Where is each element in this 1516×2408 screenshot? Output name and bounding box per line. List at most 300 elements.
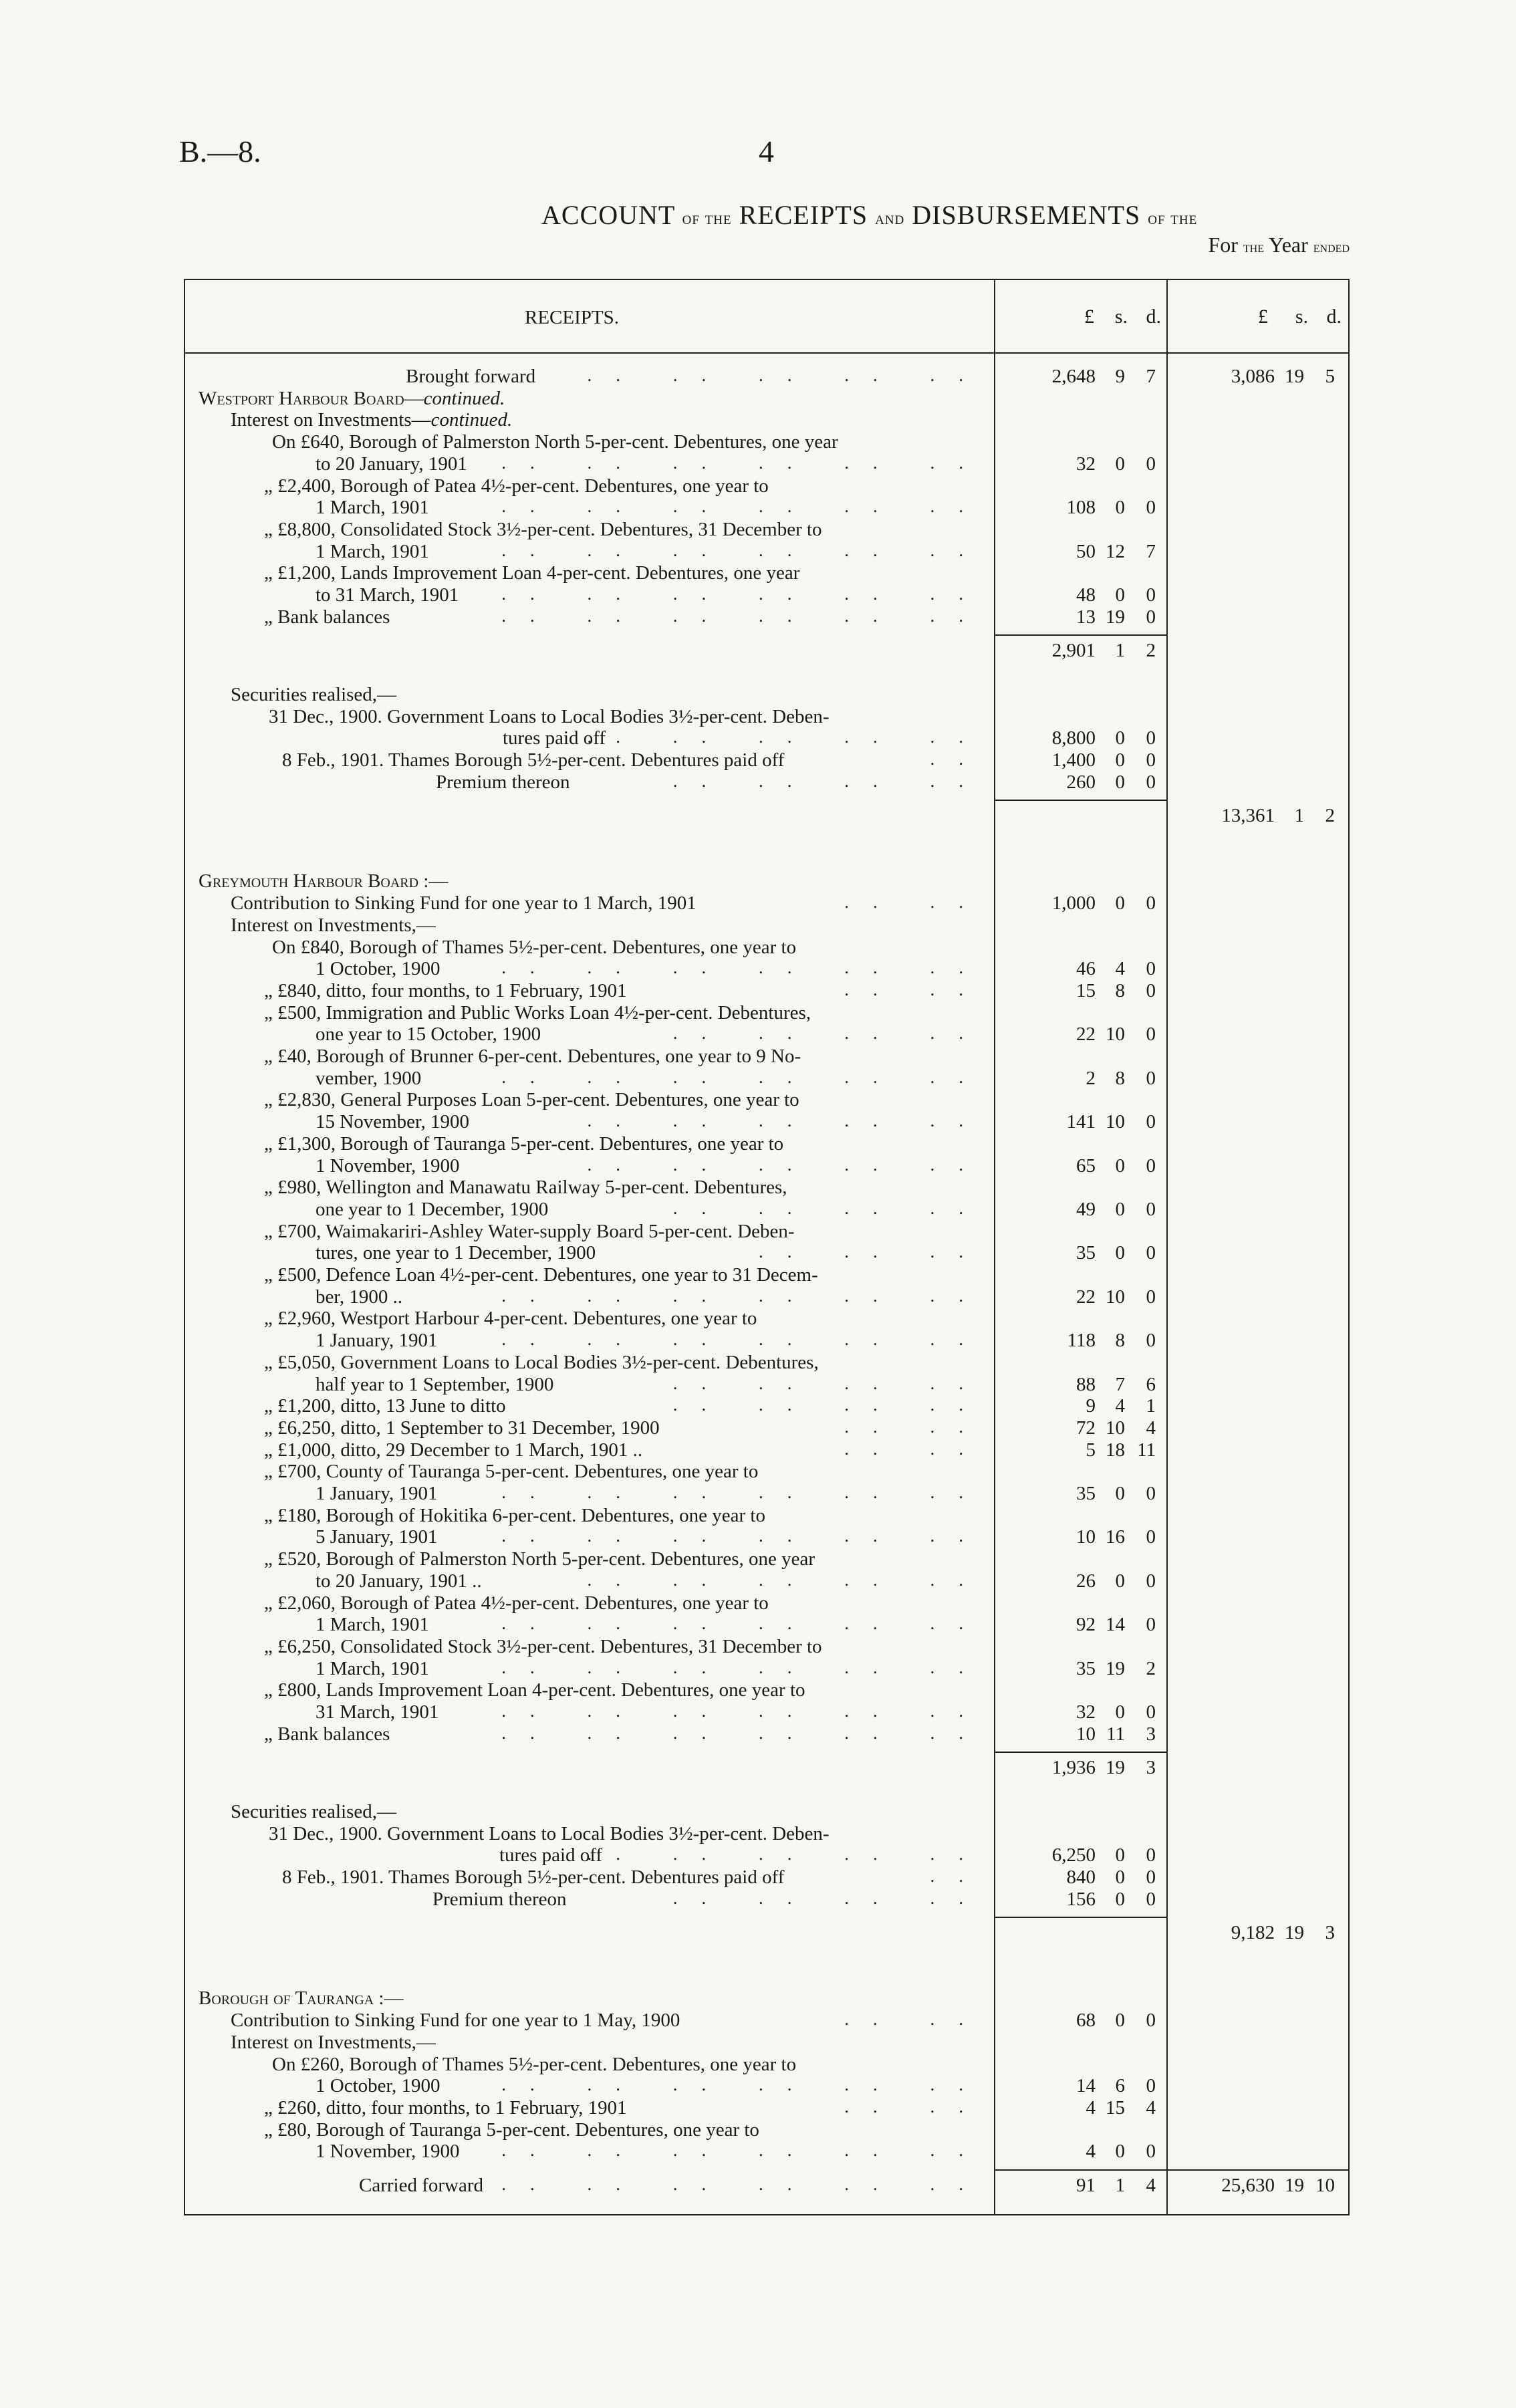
row-description xyxy=(315,1111,469,1132)
pence-value: 10 xyxy=(1315,2175,1335,2196)
table-row xyxy=(185,1505,1348,1526)
row-description xyxy=(315,1068,421,1089)
table-row xyxy=(185,1801,1348,1822)
row-text: „ £260, ditto, four months, to 1 February, 1901 xyxy=(264,2096,627,2119)
shillings-value: 8 xyxy=(1115,979,1125,1001)
row-text: „ £8,800, Consolidated Stock 3½-per-cent. Debentures, 31 December to xyxy=(264,518,822,540)
row-description xyxy=(282,1867,784,1888)
table-row xyxy=(185,409,1348,431)
row-description xyxy=(406,366,535,387)
table-row xyxy=(185,1570,1348,1592)
row-text: „ £840, ditto, four months, to 1 February, 1901 xyxy=(264,979,627,1001)
table-row xyxy=(185,1352,1348,1373)
table-row xyxy=(185,727,1348,749)
shillings-value: 0 xyxy=(1115,749,1125,771)
row-text: „ £6,250, ditto, 1 September to 31 December, 1900 xyxy=(264,1417,660,1439)
row-text: „ £520, Borough of Palmerston North 5-per-cent. Debentures, one year xyxy=(264,1548,815,1570)
row-text-italic: continued. xyxy=(430,409,513,431)
table-row xyxy=(185,1526,1348,1548)
row-description xyxy=(315,2141,460,2162)
table-row xyxy=(185,1264,1348,1286)
row-text: 1 January, 1901 xyxy=(315,1330,438,1352)
pence-value: 11 xyxy=(1137,1439,1156,1461)
dot-leader: .. .. .. .. .. xyxy=(587,365,987,385)
pounds-value: 2,901 xyxy=(1051,640,1096,662)
shillings-value: 0 xyxy=(1115,584,1125,606)
pence-header: d. xyxy=(1146,306,1161,328)
row-description xyxy=(315,1242,596,1263)
dot-leader: .. .. .. .. .. .. xyxy=(501,1482,987,1502)
row-text: to 31 March, 1901 xyxy=(315,584,459,606)
dot-leader: .. xyxy=(930,1865,987,1886)
table-row xyxy=(185,1308,1348,1329)
row-text: „ £500, Defence Loan 4½-per-cent. Debentures, one year to 31 Decem- xyxy=(264,1264,818,1286)
pounds-value: 15 xyxy=(1076,979,1096,1001)
shillings-value: 6 xyxy=(1115,2075,1125,2097)
row-description xyxy=(315,1701,438,1723)
row-description xyxy=(264,1133,783,1155)
row-text: tures, one year to 1 December, 1900 xyxy=(315,1242,596,1264)
subtitle-part: ended xyxy=(1313,239,1350,255)
dot-leader: .. .. .. .. xyxy=(672,1372,987,1393)
pence-value: 0 xyxy=(1146,497,1156,519)
row-text: 31 March, 1901 xyxy=(315,1701,439,1723)
subtotal-rule xyxy=(994,1752,1166,1753)
pence-value: 0 xyxy=(1146,1866,1156,1888)
row-text: 1 October, 1900 xyxy=(315,2075,440,2097)
row-description xyxy=(231,684,396,705)
shillings-value: 0 xyxy=(1115,497,1125,519)
shillings-value: 0 xyxy=(1115,1198,1125,1220)
shillings-value: 11 xyxy=(1106,1723,1125,1745)
dot-leader: .. .. .. .. .. .. xyxy=(501,452,987,473)
row-description xyxy=(282,749,784,771)
pounds-value: 1,400 xyxy=(1051,749,1096,771)
table-row xyxy=(185,892,1348,914)
pounds-value: 35 xyxy=(1076,1483,1096,1504)
shilling-header: s. xyxy=(1295,306,1308,328)
pence-value: 0 xyxy=(1146,1155,1156,1177)
row-description xyxy=(231,409,512,431)
table-row xyxy=(185,1723,1348,1745)
pounds-value: 32 xyxy=(1076,453,1096,475)
dot-leader: .. .. .. xyxy=(759,1241,987,1262)
table-row xyxy=(185,1658,1348,1679)
row-text: 1 January, 1901 xyxy=(315,1483,438,1504)
dot-leader: .. .. .. .. .. .. xyxy=(501,2174,987,2194)
row-text: one year to 15 October, 1900 xyxy=(315,1024,541,1046)
row-description xyxy=(264,1308,757,1329)
table-row xyxy=(185,562,1348,584)
row-description xyxy=(199,388,505,409)
dot-leader: .. .. .. .. .. .. xyxy=(501,1066,987,1087)
table-row xyxy=(185,1417,1348,1439)
shillings-value: 4 xyxy=(1115,958,1125,980)
table-row xyxy=(185,475,1348,497)
table-row xyxy=(185,684,1348,705)
row-description xyxy=(264,1002,811,1024)
row-text: 5 January, 1901 xyxy=(315,1526,438,1548)
table-row xyxy=(185,366,1348,387)
row-description xyxy=(264,1636,822,1657)
row-description xyxy=(432,1889,567,1910)
pence-value: 0 xyxy=(1146,892,1156,915)
page-number: 4 xyxy=(759,134,774,168)
row-text: „ £1,200, Lands Improvement Loan 4-per-cent. Debentures, one year xyxy=(264,562,800,584)
dot-leader: .. .. xyxy=(844,2009,987,2030)
row-description xyxy=(264,1264,818,1286)
document-title xyxy=(541,199,1197,231)
pence-value: 0 xyxy=(1146,1024,1156,1046)
row-description xyxy=(264,475,769,497)
table-row xyxy=(185,2054,1348,2075)
row-text: tures paid off xyxy=(503,727,606,749)
pence-value: 0 xyxy=(1146,2141,1156,2163)
row-description xyxy=(199,1988,403,2009)
shillings-value: 0 xyxy=(1115,453,1125,475)
table-row xyxy=(185,1199,1348,1220)
pence-value: 5 xyxy=(1325,366,1335,387)
subtitle-part: For xyxy=(1208,233,1238,257)
pence-value: 7 xyxy=(1146,540,1156,562)
row-text: On £640, Borough of Palmerston North 5-per-cent. Debentures, one year xyxy=(272,431,838,453)
title-part: and xyxy=(875,208,905,228)
row-description xyxy=(272,431,838,453)
table-row xyxy=(185,2097,1348,2119)
pence-value: 0 xyxy=(1146,2075,1156,2097)
row-text: 15 November, 1900 xyxy=(315,1111,469,1133)
table-row xyxy=(185,1679,1348,1701)
row-description xyxy=(264,1461,758,1482)
pounds-value: 72 xyxy=(1076,1417,1096,1439)
pence-value: 3 xyxy=(1325,1922,1335,1944)
table-row xyxy=(185,1592,1348,1614)
pounds-value: 118 xyxy=(1067,1330,1096,1352)
shillings-value: 19 xyxy=(1106,606,1125,628)
receipts-table xyxy=(184,279,1350,2215)
shillings-value: 0 xyxy=(1115,1866,1125,1888)
row-description xyxy=(315,1155,460,1177)
pounds-value: 25,630 xyxy=(1221,2175,1275,2196)
pence-value: 0 xyxy=(1146,1614,1156,1636)
table-row xyxy=(185,1374,1348,1395)
pounds-value: 22 xyxy=(1076,1286,1096,1308)
shillings-value: 7 xyxy=(1115,1373,1125,1395)
shillings-value: 1 xyxy=(1115,2175,1125,2196)
row-text: Securities realised,— xyxy=(231,1800,397,1822)
row-description xyxy=(199,870,448,892)
table-row xyxy=(185,1024,1348,1045)
table-row xyxy=(185,1461,1348,1482)
table-row xyxy=(185,640,1348,661)
title-part: of the xyxy=(682,208,732,228)
row-text: tures paid off xyxy=(499,1844,603,1867)
pounds-value: 6,250 xyxy=(1051,1844,1096,1867)
row-text: 1 November, 1900 xyxy=(315,2141,460,2163)
pounds-value: 68 xyxy=(1076,2010,1096,2032)
pence-value: 0 xyxy=(1146,606,1156,628)
table-row xyxy=(185,980,1348,1001)
row-text-italic: continued. xyxy=(423,387,505,409)
shillings-value: 8 xyxy=(1115,1067,1125,1089)
shillings-value: 0 xyxy=(1115,727,1125,749)
table-row xyxy=(185,805,1348,826)
table-row xyxy=(185,771,1348,793)
pounds-value: 32 xyxy=(1076,1701,1096,1723)
table-row xyxy=(185,1395,1348,1417)
shillings-value: 18 xyxy=(1106,1439,1125,1461)
row-description xyxy=(315,1330,438,1351)
pence-value: 0 xyxy=(1146,727,1156,749)
row-description xyxy=(315,1570,482,1592)
pence-value: 0 xyxy=(1146,1526,1156,1548)
row-text: „ £1,000, ditto, 29 December to 1 March, 1901 .. xyxy=(264,1439,643,1461)
dot-leader: .. .. .. .. .. xyxy=(587,727,987,747)
dot-leader: .. .. xyxy=(844,1416,987,1437)
pence-value: 0 xyxy=(1146,1330,1156,1352)
table-row xyxy=(185,2075,1348,2096)
dot-leader: .. .. .. .. .. .. xyxy=(501,2140,987,2161)
row-description xyxy=(269,706,830,727)
pounds-value: 3,086 xyxy=(1231,366,1275,387)
row-description xyxy=(231,1801,396,1822)
pence-value: 0 xyxy=(1146,1242,1156,1264)
row-text: „ Bank balances xyxy=(264,1723,390,1745)
dot-leader: .. .. .. .. xyxy=(672,1395,987,1415)
shillings-value: 1 xyxy=(1115,640,1125,662)
table-row xyxy=(185,870,1348,892)
shillings-value: 19 xyxy=(1285,366,1304,387)
table-row xyxy=(185,2141,1348,2162)
table-row xyxy=(185,1089,1348,1110)
table-row xyxy=(185,2010,1348,2031)
row-text: ber, 1900 .. xyxy=(315,1286,403,1308)
row-description xyxy=(315,1286,402,1308)
pence-value: 0 xyxy=(1146,584,1156,606)
dot-leader: .. .. xyxy=(844,2096,987,2117)
row-text: Contribution to Sinking Fund for one year to 1 May, 1900 xyxy=(231,2010,680,2032)
pounds-value: 8,800 xyxy=(1051,727,1096,749)
row-description xyxy=(315,453,467,475)
row-description xyxy=(272,2054,796,2075)
shillings-value: 0 xyxy=(1115,2141,1125,2163)
row-text: one year to 1 December, 1900 xyxy=(315,1198,549,1220)
pence-value: 0 xyxy=(1146,2010,1156,2032)
subtotal-rule xyxy=(994,634,1166,636)
shillings-value: 12 xyxy=(1106,540,1125,562)
row-text: 31 Dec., 1900. Government Loans to Local Bodies 3½-per-cent. Deben- xyxy=(269,1822,830,1844)
table-row xyxy=(185,1548,1348,1570)
shillings-value: 0 xyxy=(1115,1888,1125,1910)
row-description xyxy=(264,1505,765,1526)
row-description xyxy=(264,1395,506,1417)
table-row xyxy=(185,1867,1348,1888)
table-row xyxy=(185,1614,1348,1635)
pounds-value: 108 xyxy=(1066,497,1096,519)
pence-value: 0 xyxy=(1146,1111,1156,1133)
row-description xyxy=(315,1199,548,1220)
shillings-value: 10 xyxy=(1106,1286,1125,1308)
pounds-value: 92 xyxy=(1076,1614,1096,1636)
dot-leader: .. .. .. .. .. .. xyxy=(501,957,987,978)
pounds-value: 10 xyxy=(1076,1526,1096,1548)
table-row xyxy=(185,388,1348,409)
table-row xyxy=(185,937,1348,958)
row-description xyxy=(315,958,440,979)
row-description xyxy=(264,1221,795,1242)
row-description xyxy=(264,1679,805,1701)
table-row xyxy=(185,519,1348,540)
pence-value: 0 xyxy=(1146,1198,1156,1220)
table-row xyxy=(185,1068,1348,1089)
dot-leader: .. .. xyxy=(844,892,987,913)
table-row xyxy=(185,1155,1348,1177)
dot-leader: .. .. .. .. .. xyxy=(587,1110,987,1131)
row-text: „ £1,200, ditto, 13 June to ditto xyxy=(264,1395,506,1417)
row-text: „ £500, Immigration and Public Works Loan 4½-per-cent. Debentures, xyxy=(264,1001,811,1024)
pence-value: 0 xyxy=(1146,979,1156,1001)
dot-leader: .. .. xyxy=(844,979,987,999)
row-description xyxy=(231,2010,680,2031)
row-text: 8 Feb., 1901. Thames Borough 5½-per-cent. Debentures paid off xyxy=(282,749,785,771)
document-subtitle xyxy=(1208,233,1350,257)
row-description xyxy=(315,1483,438,1504)
pounds-value: 141 xyxy=(1066,1111,1096,1133)
shillings-value: 10 xyxy=(1106,1024,1125,1046)
table-row xyxy=(185,706,1348,727)
table-row xyxy=(185,2119,1348,2141)
dot-leader: .. .. .. .. .. xyxy=(587,1154,987,1175)
pence-value: 0 xyxy=(1146,958,1156,980)
pence-header: d. xyxy=(1326,306,1342,328)
total-rule xyxy=(1166,2169,1350,2171)
pounds-value: 13,361 xyxy=(1221,805,1275,827)
table-row xyxy=(185,1701,1348,1723)
row-description xyxy=(231,915,436,936)
pence-value: 1 xyxy=(1146,1395,1156,1417)
document-id: B.—8. xyxy=(179,134,261,168)
pound-header: £ xyxy=(1084,306,1094,328)
shillings-value: 19 xyxy=(1285,1922,1304,1944)
row-description xyxy=(315,1024,541,1045)
dot-leader: .. .. .. .. .. .. xyxy=(501,1285,987,1306)
pounds-value: 48 xyxy=(1076,584,1096,606)
subtitle-part: the xyxy=(1243,239,1264,255)
table-row xyxy=(185,1046,1348,1067)
shillings-value: 0 xyxy=(1115,1570,1125,1592)
row-description xyxy=(264,1352,819,1373)
shillings-value: 10 xyxy=(1106,1417,1125,1439)
pounds-value: 2,648 xyxy=(1051,366,1096,387)
pence-value: 3 xyxy=(1146,1723,1156,1745)
row-text: 1 March, 1901 xyxy=(315,1614,429,1636)
pounds-value: 35 xyxy=(1076,1242,1096,1264)
pound-header: £ xyxy=(1258,306,1268,328)
row-text: „ £700, Waimakariri-Ashley Water-supply Board 5-per-cent. Deben- xyxy=(264,1220,795,1242)
shillings-value: 0 xyxy=(1115,1844,1125,1867)
title-part: of the xyxy=(1148,208,1198,228)
pounds-value: 13 xyxy=(1076,606,1096,628)
row-text: Interest on Investments,— xyxy=(231,914,436,936)
table-row xyxy=(185,1002,1348,1024)
table-row xyxy=(185,1636,1348,1657)
table-row xyxy=(185,541,1348,562)
row-text: „ £80, Borough of Tauranga 5-per-cent. Debentures, one year to xyxy=(264,2119,759,2141)
pounds-value: 14 xyxy=(1076,2075,1096,2097)
table-row xyxy=(185,1988,1348,2009)
pence-value: 6 xyxy=(1146,1373,1156,1395)
table-row xyxy=(185,1111,1348,1132)
row-text: „ £2,960, Westport Harbour 4-per-cent. Debentures, one year to xyxy=(264,1308,757,1330)
pence-value: 0 xyxy=(1146,771,1156,793)
pounds-value: 4 xyxy=(1086,2096,1096,2119)
pence-value: 2 xyxy=(1325,805,1335,827)
subtitle-part: Year xyxy=(1268,233,1308,257)
pounds-value: 46 xyxy=(1076,958,1096,980)
row-text: 1 November, 1900 xyxy=(315,1155,460,1177)
table-row xyxy=(185,1242,1348,1263)
row-text: „ £800, Lands Improvement Loan 4-per-cent. Debentures, one year to xyxy=(264,1679,805,1701)
pounds-value: 4 xyxy=(1086,2141,1096,2163)
dot-leader: .. .. .. .. .. .. xyxy=(501,1526,987,1546)
row-text: Securities realised,— xyxy=(231,683,397,705)
pence-value: 0 xyxy=(1146,1701,1156,1723)
row-description xyxy=(231,892,697,914)
pounds-value: 35 xyxy=(1076,1657,1096,1679)
subtotal-rule xyxy=(994,1917,1166,1918)
shillings-value: 14 xyxy=(1106,1614,1125,1636)
row-description xyxy=(264,2097,627,2119)
table-row xyxy=(185,1286,1348,1308)
pounds-value: 50 xyxy=(1076,540,1096,562)
header-rule xyxy=(185,352,1348,354)
table-row xyxy=(185,431,1348,453)
row-description xyxy=(264,980,627,1001)
dot-leader: .. .. .. .. xyxy=(672,1197,987,1218)
row-text: Premium thereon xyxy=(436,771,570,793)
row-text: „ £1,300, Borough of Tauranga 5-per-cent. Debentures, one year to xyxy=(264,1132,784,1155)
pounds-value: 1,000 xyxy=(1051,892,1096,915)
shillings-value: 15 xyxy=(1106,2096,1125,2119)
row-description xyxy=(264,1592,769,1614)
row-description xyxy=(264,1439,642,1461)
pounds-value: 2 xyxy=(1086,1067,1096,1089)
pounds-value: 10 xyxy=(1076,1723,1096,1745)
pence-value: 0 xyxy=(1146,453,1156,475)
row-text: „ £700, County of Tauranga 5-per-cent. Debentures, one year to xyxy=(264,1461,759,1483)
row-text: to 20 January, 1901 .. xyxy=(315,1570,482,1592)
row-description xyxy=(264,2119,759,2141)
row-description xyxy=(264,562,799,584)
shillings-value: 0 xyxy=(1115,1155,1125,1177)
pounds-value: 260 xyxy=(1066,771,1096,793)
dot-leader: .. .. .. .. .. .. xyxy=(501,1657,987,1677)
table-row xyxy=(185,1439,1348,1461)
row-description xyxy=(436,771,570,793)
pence-value: 0 xyxy=(1146,1483,1156,1504)
pence-value: 4 xyxy=(1146,2175,1156,2196)
dot-leader: .. .. .. .. .. xyxy=(587,1844,987,1864)
shillings-value: 0 xyxy=(1115,892,1125,915)
row-text: 1 March, 1901 xyxy=(315,540,429,562)
pounds-value: 9,182 xyxy=(1231,1922,1275,1944)
dot-leader: .. .. .. .. .. .. xyxy=(501,1613,987,1634)
subtotal-rule xyxy=(994,800,1166,801)
pence-value: 2 xyxy=(1146,1657,1156,1679)
dot-leader: .. .. .. .. xyxy=(672,1887,987,1908)
row-description xyxy=(315,1658,429,1679)
table-row xyxy=(185,1823,1348,1844)
